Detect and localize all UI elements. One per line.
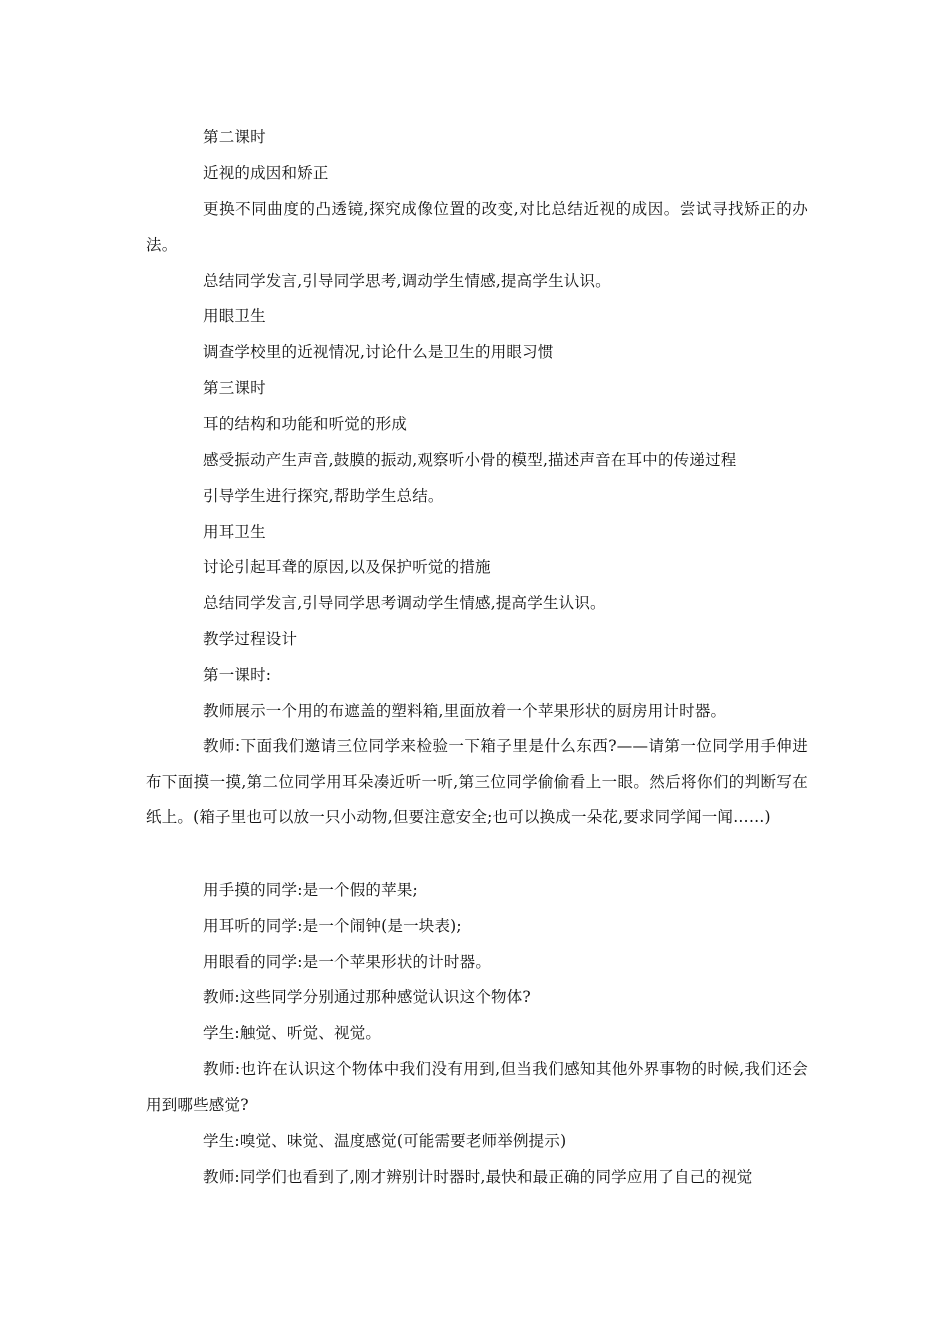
paragraph: 用眼看的同学:是一个苹果形状的计时器。 xyxy=(203,953,492,971)
paragraph: 用眼卫生 xyxy=(203,307,266,325)
paragraph: 总结同学发言,引导同学思考调动学生情感,提高学生认识。 xyxy=(203,594,606,612)
paragraph: 教师:这些同学分别通过那种感觉认识这个物体? xyxy=(203,988,531,1006)
paragraph: 引导学生进行探究,帮助学生总结。 xyxy=(203,487,444,505)
paragraph: 第二课时 xyxy=(203,128,266,146)
paragraph: 第一课时: xyxy=(203,666,272,684)
paragraph: 教学过程设计 xyxy=(203,630,298,648)
paragraph: 讨论引起耳聋的原因,以及保护听觉的措施 xyxy=(203,558,491,576)
paragraph: 用手摸的同学:是一个假的苹果; xyxy=(203,881,418,899)
paragraph: 教师:也许在认识这个物体中我们没有用到,但当我们感知其他外界事物的时候,我们还会用到哪些感觉? xyxy=(146,1060,808,1114)
paragraph: 调查学校里的近视情况,讨论什么是卫生的用眼习惯 xyxy=(203,343,554,361)
paragraph: 教师展示一个用的布遮盖的塑料箱,里面放着一个苹果形状的厨房用计时器。 xyxy=(203,702,727,720)
paragraph: 用耳卫生 xyxy=(203,523,266,541)
paragraph: 更换不同曲度的凸透镜,探究成像位置的改变,对比总结近视的成因。尝试寻找矫正的办法。 xyxy=(146,200,808,254)
paragraph: 感受振动产生声音,鼓膜的振动,观察听小骨的模型,描述声音在耳中的传递过程 xyxy=(203,451,737,469)
paragraph: 学生:嗅觉、味觉、温度感觉(可能需要老师举例提示) xyxy=(203,1132,567,1150)
paragraph: 近视的成因和矫正 xyxy=(203,164,329,182)
paragraph: 耳的结构和功能和听觉的形成 xyxy=(203,415,408,433)
paragraph: 教师:下面我们邀请三位同学来检验一下箱子里是什么东西?——请第一位同学用手伸进布下面摸一摸,第二位同学用耳朵凑近听一听,第三位同学偷偷看上一眼。然后将你们的判断写在纸上。(箱子里也可以放一只小动物,但要注意安全;也可以换成一朵花,要求同学闻一闻……) xyxy=(146,737,808,826)
paragraph: 学生:触觉、听觉、视觉。 xyxy=(203,1024,382,1042)
paragraph: 教师:同学们也看到了,刚才辨别计时器时,最快和最正确的同学应用了自己的视觉 xyxy=(203,1168,753,1186)
paragraph: 第三课时 xyxy=(203,379,266,397)
paragraph: 用耳听的同学:是一个闹钟(是一块表); xyxy=(203,917,462,935)
paragraph: 总结同学发言,引导同学思考,调动学生情感,提高学生认识。 xyxy=(203,272,611,290)
